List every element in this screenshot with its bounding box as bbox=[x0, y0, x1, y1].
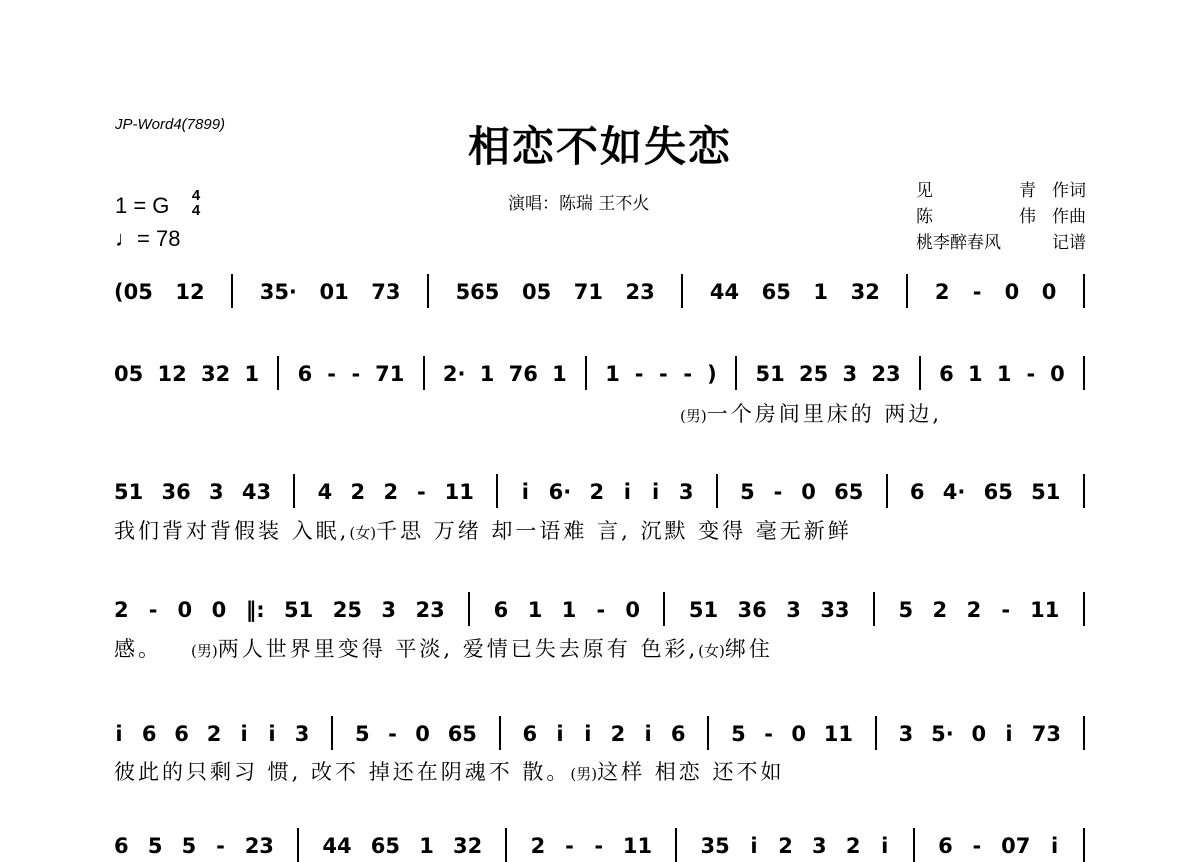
notation-system-3 bbox=[114, 474, 1089, 504]
lyric-line-3 bbox=[114, 515, 1089, 545]
note-group: 51 bbox=[1031, 480, 1061, 504]
note-group: 51 bbox=[284, 598, 314, 622]
note-group: 11 bbox=[622, 834, 653, 858]
time-signature bbox=[186, 188, 206, 218]
key-signature: 1 = G bbox=[115, 193, 170, 218]
note-group: 6 bbox=[938, 834, 953, 858]
note-group: - bbox=[773, 480, 783, 504]
note-group: 65 bbox=[983, 480, 1013, 504]
note-group: 32 bbox=[201, 362, 231, 386]
lyric-text: 彼此的只剩习 惯, 改不 掉还在阴魂不 散。 bbox=[114, 760, 571, 784]
note-group: 1 bbox=[552, 362, 567, 386]
notation-system-1 bbox=[114, 274, 1089, 304]
note-group: i bbox=[881, 834, 889, 858]
barline bbox=[1083, 356, 1085, 390]
note-group: 0 bbox=[211, 598, 227, 622]
note-group: 44 bbox=[322, 834, 352, 858]
note-group: - bbox=[683, 362, 693, 386]
note-group: 71 bbox=[573, 280, 603, 304]
lyric-text: 这样 相恋 还不如 bbox=[597, 760, 785, 784]
time-signature-top: 4 bbox=[191, 187, 201, 204]
note-group: 0 bbox=[415, 722, 430, 746]
note-group: 05 bbox=[114, 362, 144, 386]
credit-name-part: 见 bbox=[916, 181, 933, 201]
note-group: 6 bbox=[297, 362, 313, 386]
barline bbox=[707, 716, 709, 750]
note-group: 2 bbox=[383, 480, 399, 504]
barline bbox=[663, 592, 665, 626]
lyric-text: 绑住 bbox=[724, 637, 773, 661]
note-group: 32 bbox=[850, 280, 880, 304]
note-group: i bbox=[556, 722, 564, 746]
barline bbox=[293, 474, 295, 508]
note-group: 2 bbox=[206, 722, 222, 746]
note-group: - bbox=[216, 834, 225, 858]
note-group: i bbox=[268, 722, 276, 746]
credit-name-part: 青 bbox=[1019, 181, 1036, 201]
note-group: 1 bbox=[527, 598, 543, 622]
voice-marker: (男) bbox=[570, 765, 598, 783]
note-group: - bbox=[416, 480, 426, 504]
note-group: 2 bbox=[114, 598, 129, 622]
note-group: - bbox=[351, 362, 361, 386]
note-group: 3 bbox=[678, 480, 694, 504]
lyric-text: 千思 万绪 却一语难 言, 沉默 变得 毫无新鲜 bbox=[376, 519, 852, 543]
note-group: 3 bbox=[294, 722, 310, 746]
credit-role: 记谱 bbox=[1052, 233, 1086, 253]
note-group: 12 bbox=[175, 280, 205, 304]
note-group: 65 bbox=[370, 834, 400, 858]
note-group: 36 bbox=[737, 598, 767, 622]
barline bbox=[423, 356, 425, 390]
note-group: 65 bbox=[761, 280, 791, 304]
note-group: 5 bbox=[147, 834, 163, 858]
barline bbox=[331, 716, 333, 750]
page-title: 相恋不如失恋 bbox=[467, 122, 732, 171]
note-group: 2 bbox=[932, 598, 948, 622]
note-group: 5 bbox=[731, 722, 746, 746]
credit-role: 作词 bbox=[1052, 181, 1086, 201]
note-group: 35· bbox=[259, 280, 297, 304]
note-group: 0 bbox=[1041, 280, 1057, 304]
note-group: 73 bbox=[371, 280, 401, 304]
barline bbox=[585, 356, 587, 390]
barline bbox=[231, 274, 233, 308]
note-group: (05 bbox=[114, 280, 153, 304]
note-group: 05 bbox=[521, 280, 552, 304]
note-group: 11 bbox=[444, 480, 474, 504]
note-group: i bbox=[240, 722, 248, 746]
barline bbox=[906, 274, 908, 308]
notation-line bbox=[114, 588, 1089, 622]
tempo-value: = 78 bbox=[137, 226, 181, 251]
credit-composer bbox=[916, 202, 1086, 226]
note-group: 6 bbox=[174, 722, 189, 746]
note-group: 73 bbox=[1031, 722, 1061, 746]
note-group: - bbox=[565, 834, 574, 858]
note-group: 2 bbox=[845, 834, 861, 858]
barline bbox=[1083, 474, 1085, 508]
barline bbox=[1083, 828, 1085, 862]
note-group: 6 bbox=[939, 362, 954, 386]
note-group: - bbox=[148, 598, 158, 622]
credit-lyricist bbox=[916, 176, 1086, 200]
note-group: 6· bbox=[548, 480, 572, 504]
tempo-marking bbox=[115, 226, 180, 252]
barline bbox=[499, 716, 501, 750]
note-group: 3 bbox=[842, 362, 858, 386]
note-group: 51 bbox=[755, 362, 785, 386]
voice-marker: (男) bbox=[680, 407, 707, 425]
note-group: 1 bbox=[968, 362, 983, 386]
note-group: 4· bbox=[942, 480, 966, 504]
barline bbox=[496, 474, 498, 508]
note-group: 6 bbox=[114, 834, 129, 858]
notation-line bbox=[114, 824, 1089, 858]
note-group: 6 bbox=[522, 722, 538, 746]
note-group: 5· bbox=[931, 722, 954, 746]
barline bbox=[1083, 592, 1085, 626]
note-group: 25 bbox=[798, 362, 829, 386]
lyric-line-5 bbox=[114, 756, 1089, 786]
voice-marker: (男) bbox=[191, 642, 218, 660]
note-group: 2 bbox=[934, 280, 950, 304]
note-group: i bbox=[521, 480, 529, 504]
note-group: 0 bbox=[801, 480, 816, 504]
note-group: ‖: bbox=[245, 598, 265, 622]
notation-system-2 bbox=[114, 356, 1089, 386]
note-group: i bbox=[1050, 834, 1059, 858]
notation-line bbox=[114, 352, 1089, 386]
barline bbox=[297, 828, 299, 862]
credit-transcriber bbox=[916, 228, 1086, 252]
note-group: - bbox=[659, 362, 668, 386]
note-group: 0 bbox=[177, 598, 193, 622]
note-group: - bbox=[388, 722, 397, 746]
note-group: 1 bbox=[605, 362, 620, 386]
time-signature-bottom: 4 bbox=[191, 202, 201, 219]
note-group: 23 bbox=[244, 834, 274, 858]
barline bbox=[886, 474, 888, 508]
note-group: 43 bbox=[241, 480, 272, 504]
note-group: 23 bbox=[415, 598, 445, 622]
note-group: - bbox=[634, 362, 644, 386]
note-group: i bbox=[750, 834, 758, 858]
note-group: 23 bbox=[871, 362, 901, 386]
note-group: 1 bbox=[419, 834, 434, 858]
note-group: 23 bbox=[625, 280, 655, 304]
note-group: 44 bbox=[709, 280, 740, 304]
notation-system-6 bbox=[114, 828, 1089, 858]
note-group: - bbox=[1026, 362, 1036, 386]
note-group: 76 bbox=[508, 362, 538, 386]
note-group: 3 bbox=[812, 834, 827, 858]
note-group: 6 bbox=[493, 598, 509, 622]
note-group: 51 bbox=[114, 480, 144, 504]
note-group: 32 bbox=[453, 834, 483, 858]
barline bbox=[735, 356, 737, 390]
quarter-note-icon: ♩ bbox=[115, 226, 137, 251]
note-group: - bbox=[972, 834, 982, 858]
note-group: - bbox=[972, 280, 982, 304]
note-group: ) bbox=[707, 362, 717, 386]
barline bbox=[913, 828, 915, 862]
note-group: 1 bbox=[996, 362, 1012, 386]
note-group: 6 bbox=[141, 722, 157, 746]
credit-role: 作曲 bbox=[1052, 207, 1086, 227]
note-group: 71 bbox=[375, 362, 405, 386]
note-group: 2 bbox=[966, 598, 982, 622]
note-group: 3 bbox=[381, 598, 397, 622]
note-group: 35 bbox=[700, 834, 730, 858]
lyric-text: 一个房间里床的 两边, bbox=[706, 402, 943, 426]
note-group: - bbox=[596, 598, 606, 622]
note-group: 5 bbox=[898, 598, 914, 622]
barline bbox=[277, 356, 279, 390]
note-group: 2 bbox=[778, 834, 793, 858]
note-group: i bbox=[652, 480, 660, 504]
barline bbox=[873, 592, 875, 626]
lyric-text: 感。 bbox=[114, 637, 162, 661]
barline bbox=[716, 474, 718, 508]
note-group: 5 bbox=[740, 480, 755, 504]
credit-name-part: 陈 bbox=[916, 207, 933, 227]
note-group: 25 bbox=[332, 598, 362, 622]
barline bbox=[468, 592, 470, 626]
note-group: 0 bbox=[625, 598, 640, 622]
notation-line bbox=[114, 270, 1089, 304]
note-group: - bbox=[594, 834, 604, 858]
notation-system-5 bbox=[114, 716, 1089, 746]
note-group: 1 bbox=[813, 280, 829, 304]
note-group: - bbox=[1001, 598, 1011, 622]
lyric-text: 我们背对背假装 入眠, bbox=[114, 519, 350, 543]
lyric-line-2 bbox=[680, 398, 1100, 428]
note-group: 565 bbox=[455, 280, 500, 304]
note-group: 5 bbox=[355, 722, 370, 746]
note-group: i bbox=[115, 722, 123, 746]
barline bbox=[1083, 274, 1085, 308]
note-group: 5 bbox=[181, 834, 197, 858]
note-group: i bbox=[1005, 722, 1013, 746]
lyric-line-4 bbox=[114, 633, 1089, 663]
note-group: 07 bbox=[1001, 834, 1031, 858]
note-group: 0 bbox=[1004, 280, 1020, 304]
note-group: 2 bbox=[530, 834, 546, 858]
voice-marker: (女) bbox=[349, 524, 377, 542]
note-group: 36 bbox=[161, 480, 191, 504]
credit-name-part: 伟 bbox=[1019, 207, 1036, 227]
lyric-text: 两人世界里变得 平淡, 爱情已失去原有 色彩, bbox=[217, 637, 699, 661]
note-group: 51 bbox=[688, 598, 719, 622]
note-group: 0 bbox=[1050, 362, 1065, 386]
note-group: 11 bbox=[1030, 598, 1060, 622]
note-group: 0 bbox=[791, 722, 806, 746]
note-group: 01 bbox=[319, 280, 349, 304]
note-group: 4 bbox=[317, 480, 333, 504]
note-group: 12 bbox=[157, 362, 187, 386]
note-group: 6 bbox=[670, 722, 686, 746]
note-group: 0 bbox=[971, 722, 987, 746]
note-group: 1 bbox=[479, 362, 495, 386]
note-group: - bbox=[327, 362, 336, 386]
note-group: 3 bbox=[898, 722, 914, 746]
note-group: i bbox=[584, 722, 592, 746]
note-group: 1 bbox=[561, 598, 577, 622]
barline bbox=[875, 716, 877, 750]
notation-system-4 bbox=[114, 592, 1089, 622]
note-group: 6 bbox=[909, 480, 925, 504]
note-group: 2 bbox=[610, 722, 626, 746]
barline bbox=[1083, 716, 1085, 750]
note-group: 65 bbox=[834, 480, 864, 504]
barline bbox=[681, 274, 683, 308]
barline bbox=[427, 274, 429, 308]
barline bbox=[675, 828, 677, 862]
singer-credit: 演唱：陈瑞 王不火 bbox=[508, 194, 650, 214]
credit-name: 桃李醉春风 bbox=[916, 233, 1001, 253]
barline bbox=[919, 356, 921, 390]
notation-line bbox=[114, 712, 1089, 746]
note-group: 3 bbox=[209, 480, 224, 504]
note-group: 2 bbox=[589, 480, 605, 504]
barline bbox=[505, 828, 507, 862]
software-label: JP-Word4(7899) bbox=[115, 116, 226, 133]
note-group: 3 bbox=[786, 598, 801, 622]
notation-line bbox=[114, 470, 1089, 504]
note-group: 11 bbox=[823, 722, 854, 746]
note-group: 65 bbox=[447, 722, 477, 746]
note-group: 2· bbox=[442, 362, 466, 386]
voice-marker: (女) bbox=[698, 642, 725, 660]
note-group: 2 bbox=[350, 480, 366, 504]
note-group: i bbox=[644, 722, 652, 746]
note-group: i bbox=[623, 480, 631, 504]
note-group: 33 bbox=[820, 598, 850, 622]
note-group: 1 bbox=[244, 362, 260, 386]
note-group: - bbox=[764, 722, 773, 746]
